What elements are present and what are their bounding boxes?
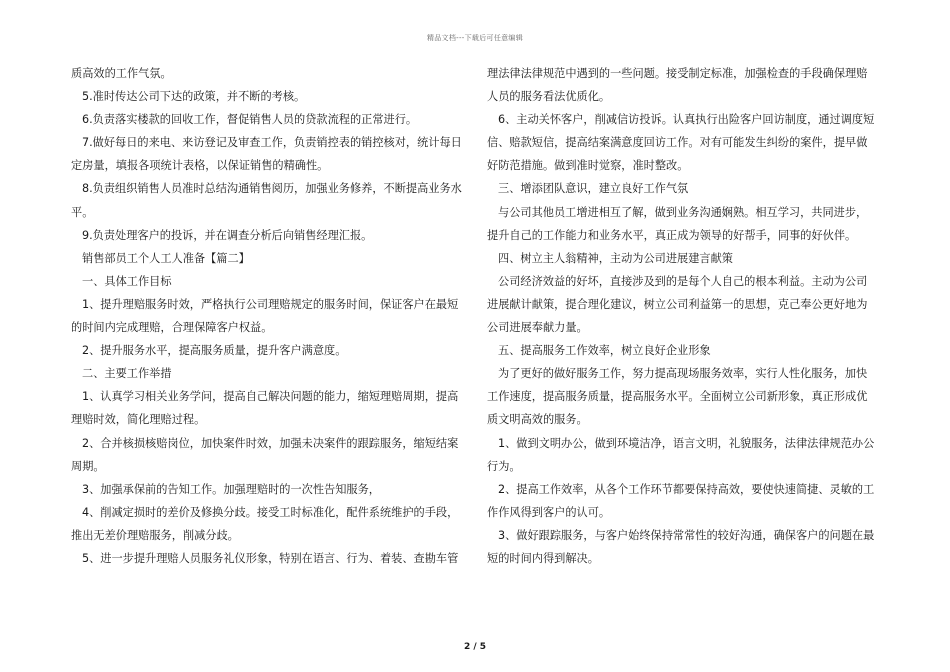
page-header: 精品文档---下载后可任意编辑 [426, 34, 524, 42]
text-line: 销售部员工个人工人准备【篇二】 [82, 251, 250, 265]
right-column [487, 62, 879, 570]
text-line: 3、做好跟踪服务，与客户始终保持常常性的较好沟通，确保客户的问题在最 [498, 528, 875, 542]
text-line: 周期。 [71, 459, 105, 473]
text-line: 五、提高服务工作效率，树立良好企业形象 [498, 344, 711, 358]
text-line: 5.准时传达公司下达的政策，并不断的考核。 [82, 90, 306, 104]
text-line: 6、主动关怀客户，削减信访投诉。认真执行出险客户回访制度，通过调度短 [498, 113, 875, 127]
text-line: 作作风得到客户的认可。 [487, 505, 611, 519]
text-line: 工作速度，提高服务质量，提高服务水平。全面树立公司新形象，真正形成优 [487, 390, 868, 404]
text-line: 理赔时效，简化理赔过程。 [71, 413, 206, 427]
text-line: 四、树立主人翁精神，主动为公司进展建言献策 [498, 251, 733, 265]
text-line: 9.负责处理客户的投诉，并在调查分析后向销售经理汇报。 [82, 228, 373, 242]
text-line: 1、提升理赔服务时效，严格执行公司理赔规定的服务时间，保证客户在最短 [82, 297, 459, 311]
text-line: 好防范措施。做到准时觉察，准时整改。 [487, 159, 689, 173]
text-line: 4、削减定损时的差价及修换分歧。接受工时标准化，配件系统维护的手段， [82, 505, 459, 519]
text-line: 二、主要工作举措 [82, 367, 172, 381]
text-line: 短的时间内得到解决。 [487, 551, 599, 565]
text-line: 7.做好每日的来电、来访登记及审查工作，负责销控表的销控核对，统计每日 [82, 136, 462, 150]
text-line: 人员的服务看法优质化。 [487, 90, 611, 104]
text-line: 与公司其他员工增进相互了解，做到业务沟通娴熟。相互学习，共同进步， [498, 205, 868, 219]
text-line: 为了更好的做好服务工作，努力提高现场服务效率，实行人性化服务，加快 [498, 367, 868, 381]
text-line: 8.负责组织销售人员准时总结沟通销售阅历，加强业务修养，不断提高业务水 [82, 182, 462, 196]
text-line: 2、合并核损核赔岗位，加快案件时效，加强未决案件的跟踪服务，缩短结案 [82, 436, 459, 450]
text-line: 提升自己的工作能力和业务水平，真正成为领导的好帮手，同事的好伙伴。 [487, 228, 857, 242]
text-line: 定房量，填报各项统计表格，以保证销售的精确性。 [71, 159, 329, 173]
text-line: 公司进展奉献力量。 [487, 321, 588, 335]
text-line: 信、赔款短信，提高结案满意度回访工作。对有可能发生纠纷的案件，提早做 [487, 136, 868, 150]
text-line: 平。 [71, 205, 94, 219]
text-line: 推出无差价理赔服务，削减分歧。 [71, 528, 239, 542]
text-line: 的时间内完成理赔，合理保障客户权益。 [71, 321, 273, 335]
text-line: 质高效的工作气氛。 [71, 67, 172, 80]
text-line: 2、提高工作效率，从各个工作环节都要保持高效，要使快速简捷、灵敏的工 [498, 482, 875, 496]
text-line: 一、具体工作目标 [82, 274, 172, 288]
text-line: 6.负责落实楼款的回收工作，督促销售人员的贷款流程的正常进行。 [82, 113, 418, 127]
left-column [71, 62, 463, 570]
text-line: 三、增添团队意识，建立良好工作气氛 [498, 182, 689, 196]
text-line: 2、提升服务水平，提高服务质量，提升客户满意度。 [82, 344, 347, 358]
text-line: 理法律法律规范中遇到的一些问题。接受制定标准，加强检查的手段确保理赔 [487, 67, 868, 80]
text-line: 行为。 [487, 459, 521, 473]
text-line: 进展献计献策，提合理化建议，树立公司利益第一的思想，克己奉公更好地为 [487, 297, 868, 311]
text-line: 1、认真学习相关业务学问，提高自己解决问题的能力，缩短理赔周期，提高 [82, 390, 459, 404]
text-line: 1、做到文明办公，做到环境洁净，语言文明，礼貌服务，法律法律规范办公 [498, 436, 875, 450]
text-line: 5、进一步提升理赔人员服务礼仪形象，特别在语言、行为、着装、查勘车管 [82, 551, 459, 565]
page-number: 2 / 5 [463, 642, 487, 652]
text-line: 3、加强承保前的告知工作。加强理赔时的一次性告知服务， [82, 482, 380, 496]
text-line: 公司经济效益的好坏，直接涉及到的是每个人自己的根本利益。主动为公司 [498, 274, 868, 288]
text-line: 质文明高效的服务。 [487, 413, 588, 427]
